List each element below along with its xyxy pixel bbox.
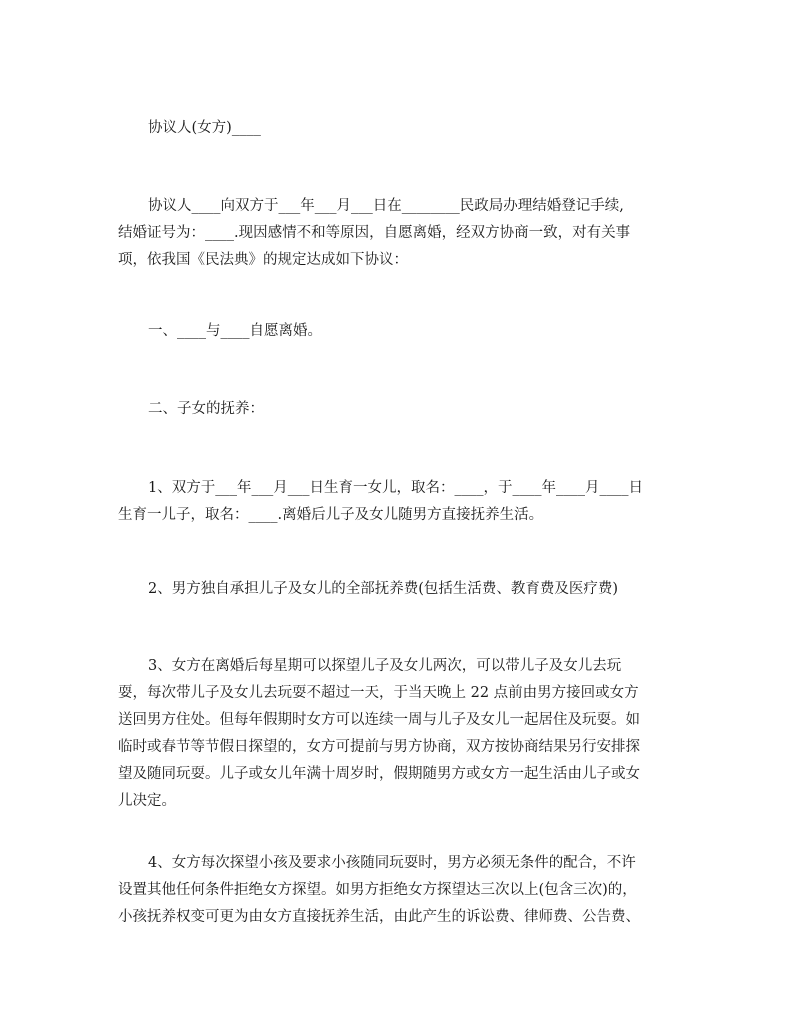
item-three-line: 3、女方在离婚后每星期可以探望儿子及女儿两次，可以带儿子及女儿去玩 bbox=[148, 658, 622, 674]
item-four-paragraph bbox=[118, 850, 678, 931]
clause-two-text: 二、子女的抚养： bbox=[148, 401, 264, 417]
intro-line: 协议人____向双方于___年___月___日在________民政局办理结婚登记手续, bbox=[148, 198, 624, 214]
item-two-paragraph bbox=[118, 576, 678, 603]
item-two-line: 2、男方独自承担儿子及女儿的全部抚养费(包括生活费、教育费及医疗费) bbox=[148, 581, 619, 597]
item-one-line: 生育一儿子，取名：____.离婚后儿子及女儿随男方直接抚养生活。 bbox=[118, 507, 544, 523]
item-three-line: 耍，每次带儿子及女儿去玩耍不超过一天，于当天晚上 22 点前由男方接回或女方 bbox=[118, 685, 639, 701]
item-three-line: 临时或春节等节假日探望的，女方可提前与男方协商，双方按协商结果另行安排探 bbox=[118, 739, 640, 755]
item-one-line: 1、双方于___年___月___日生育一女儿，取名：____，于____年____月____日 bbox=[148, 480, 643, 496]
item-three-paragraph bbox=[118, 653, 678, 815]
clause-one bbox=[118, 318, 678, 345]
item-three-line: 送回男方住处。但每年假期时女方可以连续一周与儿子及女儿一起居住及玩耍。如 bbox=[118, 712, 640, 728]
item-four-line: 设置其他任何条件拒绝女方探望。如男方拒绝女方探望达三次以上(包含三次)的， bbox=[118, 882, 637, 898]
clause-one-text: 一、____与____自愿离婚。 bbox=[148, 323, 322, 339]
intro-line: 项，依我国《民法典》的规定达成如下协议： bbox=[118, 252, 408, 268]
intro-paragraph bbox=[118, 193, 678, 274]
item-three-line: 儿决定。 bbox=[118, 793, 176, 809]
party-female-text: 协议人(女方)____ bbox=[148, 120, 261, 136]
item-three-line: 望及随同玩耍。儿子或女儿年满十周岁时，假期随男方或女方一起生活由儿子或女 bbox=[118, 766, 640, 782]
item-four-line: 小孩抚养权变可更为由女方直接抚养生活，由此产生的诉讼费、律师费、公告费、 bbox=[118, 909, 640, 925]
party-female-line bbox=[118, 115, 678, 142]
item-one-paragraph bbox=[118, 475, 678, 529]
item-four-line: 4、女方每次探望小孩及要求小孩随同玩耍时，男方必须无条件的配合，不许 bbox=[148, 855, 636, 871]
intro-line: 结婚证号为：____.现因感情不和等原因，自愿离婚，经双方协商一致，对有关事 bbox=[118, 225, 631, 241]
clause-two-heading bbox=[118, 396, 678, 423]
